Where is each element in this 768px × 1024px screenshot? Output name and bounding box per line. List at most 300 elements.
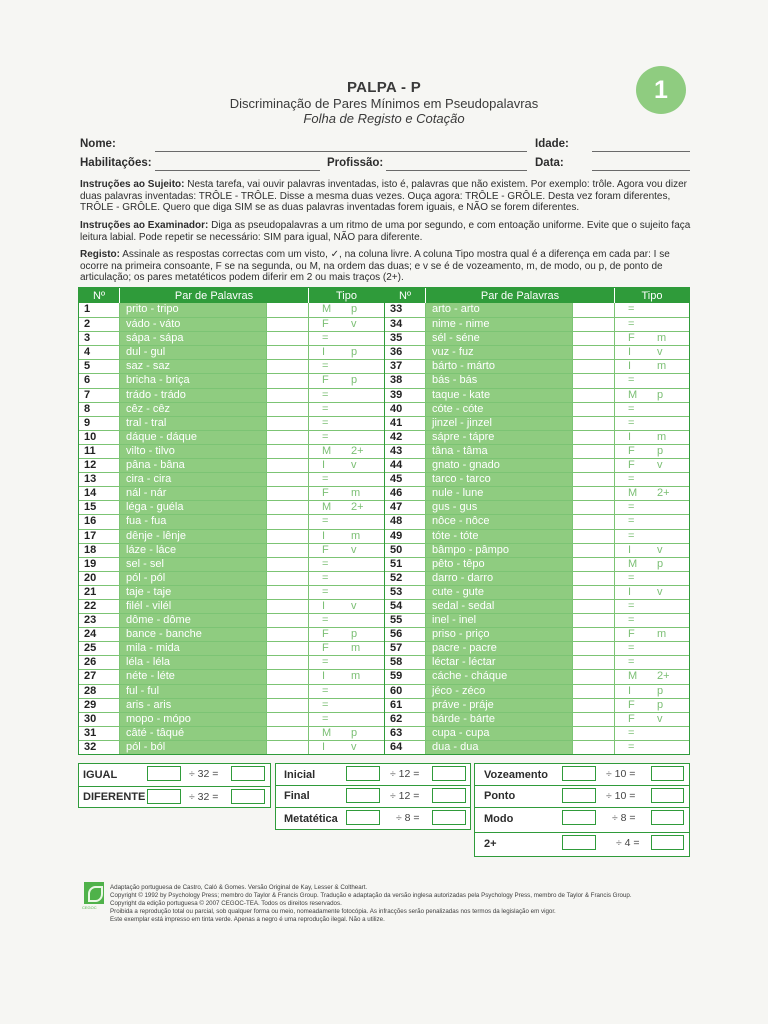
answer-cell[interactable] — [573, 642, 615, 655]
answer-cell[interactable] — [573, 303, 615, 317]
tipo-cell — [615, 572, 689, 585]
answer-cell[interactable] — [573, 558, 615, 571]
idade-field[interactable] — [592, 151, 690, 152]
item-number: 57 — [385, 642, 426, 655]
answer-cell[interactable] — [267, 374, 309, 387]
tipo-cell — [309, 360, 384, 373]
item-number: 19 — [79, 558, 120, 571]
answer-cell[interactable] — [267, 685, 309, 698]
tipo-cell — [615, 544, 689, 557]
answer-cell[interactable] — [267, 670, 309, 683]
word-pair: sápre - tápre — [426, 431, 573, 444]
tipo-position: I — [628, 543, 632, 556]
answer-cell[interactable] — [573, 530, 615, 543]
word-pair: bâmpo - pâmpo — [426, 544, 573, 557]
copyright-line: Este exemplar está impresso em tinta verde. Apenas a negro é uma reprodução ilegal. Não a utilize. — [110, 916, 385, 923]
tipo-position: = — [628, 571, 635, 584]
final-result-input[interactable] — [432, 788, 466, 803]
table-row — [79, 317, 384, 331]
tipo-cell — [615, 318, 689, 331]
idade-label: Idade: — [535, 138, 569, 150]
answer-cell[interactable] — [573, 346, 615, 359]
item-number: 7 — [79, 389, 120, 402]
item-number: 52 — [385, 572, 426, 585]
igual-fraction: ÷ 32 = — [189, 768, 219, 780]
table-row — [385, 472, 689, 486]
item-number: 30 — [79, 713, 120, 726]
word-pair: pól - ból — [120, 741, 267, 754]
answer-cell[interactable] — [267, 459, 309, 472]
tipo-position: = — [322, 698, 329, 711]
tipo-position: = — [322, 585, 329, 598]
answer-cell[interactable] — [573, 727, 615, 740]
table-row — [79, 500, 384, 514]
tipo-cell — [615, 473, 689, 486]
item-number: 54 — [385, 600, 426, 613]
item-number: 23 — [79, 614, 120, 627]
answer-cell[interactable] — [267, 530, 309, 543]
tipo-cell — [615, 727, 689, 740]
instructions-registo: Registo: Assinale as respostas correctas com um visto, ✓, na coluna livre. A coluna Tipo mostra qual é a diferença em cada par: I se ocorre na primeira consoante, F se na segunda, ou M, na ordem das duas; e v se é de vozeamento, m, de modo, ou p, de ponto de articulação; os pares metatéticos podem diferir em 2 ou mais traços (2+). — [80, 249, 670, 283]
profissao-field[interactable] — [386, 170, 527, 171]
answer-cell[interactable] — [267, 417, 309, 430]
diferente-result-input[interactable] — [231, 789, 265, 804]
item-number: 64 — [385, 741, 426, 754]
answer-cell[interactable] — [267, 741, 309, 754]
tipo-feature: p — [351, 346, 358, 359]
item-number: 38 — [385, 374, 426, 387]
answer-cell[interactable] — [267, 303, 309, 317]
answer-cell[interactable] — [573, 544, 615, 557]
tipo-feature: p — [351, 726, 358, 739]
table-row — [79, 726, 384, 740]
answer-cell[interactable] — [573, 628, 615, 641]
dois-mais-fraction: ÷ 4 = — [616, 837, 640, 849]
table-row — [79, 585, 384, 599]
igual-count-input[interactable] — [147, 766, 181, 781]
tipo-position: = — [628, 726, 635, 739]
metatetica-result-input[interactable] — [432, 810, 466, 825]
dois-mais-result-input[interactable] — [651, 835, 684, 850]
tipo-feature: m — [657, 332, 667, 345]
item-number: 25 — [79, 642, 120, 655]
answer-cell[interactable] — [573, 487, 615, 500]
item-number: 18 — [79, 544, 120, 557]
tipo-position: F — [628, 628, 635, 641]
tipo-position: F — [322, 628, 329, 641]
table-row — [385, 458, 689, 472]
answer-cell[interactable] — [267, 360, 309, 373]
tipo-position: I — [628, 585, 632, 598]
tipo-cell — [309, 614, 384, 627]
answer-cell[interactable] — [267, 614, 309, 627]
tipo-cell — [615, 403, 689, 416]
word-pair: mopo - mópo — [120, 713, 267, 726]
habilitacoes-field[interactable] — [155, 170, 320, 171]
table-row — [385, 571, 689, 585]
answer-cell[interactable] — [573, 332, 615, 345]
test-number-badge: 1 — [636, 66, 686, 114]
answer-cell[interactable] — [573, 318, 615, 331]
item-number: 56 — [385, 628, 426, 641]
item-number: 17 — [79, 530, 120, 543]
table-row — [385, 585, 689, 599]
pairs-table-right — [384, 287, 690, 755]
word-pair: inel - inel — [426, 614, 573, 627]
tipo-feature: p — [351, 628, 358, 641]
tipo-position: I — [322, 529, 326, 542]
ponto-result-input[interactable] — [651, 788, 684, 803]
tipo-position: = — [628, 303, 635, 315]
word-pair: aris - aris — [120, 699, 267, 712]
tipo-position: I — [628, 684, 632, 697]
answer-cell[interactable] — [573, 572, 615, 585]
word-pair: fua - fua — [120, 515, 267, 528]
answer-cell[interactable] — [573, 699, 615, 712]
answer-cell[interactable] — [267, 713, 309, 726]
word-pair: pêto - têpo — [426, 558, 573, 571]
word-pair: cóte - cóte — [426, 403, 573, 416]
answer-cell[interactable] — [573, 374, 615, 387]
answer-cell[interactable] — [573, 685, 615, 698]
word-pair: tóte - tóte — [426, 530, 573, 543]
item-number: 40 — [385, 403, 426, 416]
word-pair: cáche - cháque — [426, 670, 573, 683]
tipo-cell — [309, 403, 384, 416]
modo-label: Modo — [484, 813, 514, 825]
word-pair: priso - priço — [426, 628, 573, 641]
tipo-cell — [615, 614, 689, 627]
table-row — [79, 373, 384, 387]
copyright-line: Proibida a reprodução total ou parcial, sob qualquer forma ou meio, nomeadamente fotocópia. As infracções serão penalizadas nos termos da legislação em vigor. — [110, 908, 556, 915]
answer-cell[interactable] — [267, 600, 309, 613]
table-row — [79, 359, 384, 373]
inicial-label: Inicial — [284, 769, 316, 781]
dois-mais-count-input[interactable] — [562, 835, 596, 850]
answer-cell[interactable] — [267, 332, 309, 345]
tipo-position: M — [628, 487, 638, 500]
tipo-feature: 2+ — [351, 444, 364, 457]
answer-cell[interactable] — [267, 544, 309, 557]
table-row — [385, 444, 689, 458]
word-pair: trádo - trádo — [120, 389, 267, 402]
answer-cell[interactable] — [573, 670, 615, 683]
ponto-fraction: ÷ 10 = — [606, 790, 636, 802]
answer-cell[interactable] — [573, 445, 615, 458]
inicial-fraction: ÷ 12 = — [390, 768, 420, 780]
tipo-cell — [309, 741, 384, 754]
table-row — [385, 669, 689, 683]
item-number: 36 — [385, 346, 426, 359]
word-pair: filél - vilél — [120, 600, 267, 613]
answer-cell[interactable] — [267, 628, 309, 641]
tipo-feature: v — [657, 459, 663, 472]
table-row — [385, 529, 689, 543]
answer-cell[interactable] — [267, 586, 309, 599]
igual-result-input[interactable] — [231, 766, 265, 781]
tipo-cell — [309, 473, 384, 486]
final-count-input[interactable] — [346, 788, 380, 803]
answer-cell[interactable] — [267, 473, 309, 486]
tipo-feature: p — [657, 388, 664, 401]
tipo-position: F — [628, 332, 635, 345]
form-subtitle-italic: Folha de Registo e Cotação — [303, 111, 465, 126]
word-pair: néte - léte — [120, 670, 267, 683]
answer-cell[interactable] — [267, 445, 309, 458]
col-pair: Par de Palavras — [426, 288, 615, 303]
word-pair: vilto - tilvo — [120, 445, 267, 458]
table-row — [385, 543, 689, 557]
item-number: 47 — [385, 501, 426, 514]
table-row — [385, 331, 689, 345]
tipo-cell — [615, 487, 689, 500]
tipo-feature: m — [657, 360, 667, 373]
table-row — [385, 740, 689, 754]
table-row — [79, 669, 384, 683]
nome-field[interactable] — [155, 151, 527, 152]
tipo-position: F — [322, 374, 329, 387]
tipo-position: = — [628, 642, 635, 655]
tipo-feature: v — [351, 318, 357, 331]
tipo-position: I — [322, 346, 326, 359]
answer-cell[interactable] — [267, 727, 309, 740]
word-pair: taje - taje — [120, 586, 267, 599]
answer-cell[interactable] — [573, 656, 615, 669]
vozeamento-result-input[interactable] — [651, 766, 684, 781]
answer-cell[interactable] — [267, 318, 309, 331]
tipo-position: I — [628, 430, 632, 443]
item-number: 16 — [79, 515, 120, 528]
word-pair: sedal - sedal — [426, 600, 573, 613]
word-pair: léla - léla — [120, 656, 267, 669]
answer-cell[interactable] — [267, 515, 309, 528]
item-number: 12 — [79, 459, 120, 472]
tipo-position: M — [322, 501, 332, 514]
tipo-feature: p — [657, 444, 664, 457]
word-pair: ful - ful — [120, 685, 267, 698]
tipo-position: = — [628, 614, 635, 627]
tipo-position: = — [628, 416, 635, 429]
item-number: 60 — [385, 685, 426, 698]
tipo-position: = — [628, 402, 635, 415]
tipo-position: M — [322, 726, 332, 739]
col-pair: Par de Palavras — [120, 288, 309, 303]
answer-cell[interactable] — [573, 403, 615, 416]
answer-cell[interactable] — [573, 515, 615, 528]
tipo-position: M — [322, 303, 332, 315]
profissao-label: Profissão: — [327, 157, 384, 169]
table-row — [79, 402, 384, 416]
ponto-label: Ponto — [484, 790, 516, 802]
answer-cell[interactable] — [267, 403, 309, 416]
word-pair: bás - bás — [426, 374, 573, 387]
tipo-cell — [615, 530, 689, 543]
item-number: 3 — [79, 332, 120, 345]
col-num: Nº — [385, 288, 426, 303]
col-tipo: Tipo — [641, 289, 663, 302]
tipo-position: = — [322, 571, 329, 584]
item-number: 28 — [79, 685, 120, 698]
tipo-position: F — [322, 318, 329, 331]
tipo-position: = — [322, 332, 329, 345]
answer-cell[interactable] — [573, 586, 615, 599]
answer-cell[interactable] — [573, 473, 615, 486]
answer-cell[interactable] — [267, 699, 309, 712]
modo-count-input[interactable] — [562, 810, 596, 825]
word-pair: darro - darro — [426, 572, 573, 585]
item-number: 39 — [385, 389, 426, 402]
table-row — [385, 712, 689, 726]
metatetica-count-input[interactable] — [346, 810, 380, 825]
item-number: 9 — [79, 417, 120, 430]
answer-cell[interactable] — [267, 572, 309, 585]
answer-cell[interactable] — [573, 741, 615, 754]
answer-cell[interactable] — [573, 417, 615, 430]
tipo-position: = — [322, 614, 329, 627]
answer-cell[interactable] — [573, 431, 615, 444]
tipo-position: I — [322, 670, 326, 683]
answer-cell[interactable] — [573, 459, 615, 472]
tipo-cell — [615, 346, 689, 359]
tipo-feature: m — [351, 642, 361, 655]
data-field[interactable] — [592, 170, 690, 171]
tipo-cell — [615, 741, 689, 754]
tipo-cell — [309, 374, 384, 387]
item-number: 4 — [79, 346, 120, 359]
answer-cell[interactable] — [573, 360, 615, 373]
table-row — [79, 486, 384, 500]
tipo-position: = — [322, 430, 329, 443]
tipo-cell — [615, 445, 689, 458]
table-row — [385, 388, 689, 402]
answer-cell[interactable] — [267, 656, 309, 669]
tipo-cell — [615, 303, 689, 317]
tipo-cell — [309, 318, 384, 331]
inicial-result-input[interactable] — [432, 766, 466, 781]
table-row — [79, 345, 384, 359]
tipo-position: M — [628, 670, 638, 683]
instructions-examiner: Instruções ao Examinador: Diga as pseudopalavras a um ritmo de uma por segundo, e com entoação uniforme. Evite que o sujeito faça leitura labial. Pode repetir se necessário: SIM para igual, NÃO para diferente. — [80, 220, 691, 243]
tipo-position: = — [322, 656, 329, 669]
word-pair: bárde - bárte — [426, 713, 573, 726]
item-number: 15 — [79, 501, 120, 514]
word-pair: nál - nár — [120, 487, 267, 500]
item-number: 37 — [385, 360, 426, 373]
answer-cell[interactable] — [573, 614, 615, 627]
tipo-position: = — [628, 599, 635, 612]
answer-cell[interactable] — [267, 389, 309, 402]
table-header — [385, 288, 689, 303]
answer-cell[interactable] — [267, 431, 309, 444]
modo-result-input[interactable] — [651, 810, 684, 825]
ponto-count-input[interactable] — [562, 788, 596, 803]
answer-cell[interactable] — [573, 501, 615, 514]
tipo-position: F — [322, 487, 329, 500]
table-header — [79, 288, 384, 303]
item-number: 13 — [79, 473, 120, 486]
table-row — [385, 402, 689, 416]
tipo-cell — [309, 459, 384, 472]
answer-cell[interactable] — [267, 642, 309, 655]
tipo-position: = — [322, 557, 329, 570]
item-number: 1 — [79, 303, 120, 317]
diferente-count-input[interactable] — [147, 789, 181, 804]
answer-cell[interactable] — [573, 389, 615, 402]
item-number: 59 — [385, 670, 426, 683]
tipo-feature: m — [351, 529, 361, 542]
word-pair: taque - kate — [426, 389, 573, 402]
tipo-position: M — [628, 388, 638, 401]
vozeamento-count-input[interactable] — [562, 766, 596, 781]
word-pair: dul - gul — [120, 346, 267, 359]
score-box-equal-different — [78, 763, 271, 808]
tipo-feature: p — [657, 698, 664, 711]
nome-label: Nome: — [80, 138, 116, 150]
tipo-position: F — [628, 698, 635, 711]
item-number: 50 — [385, 544, 426, 557]
tipo-position: = — [322, 416, 329, 429]
tipo-cell — [615, 501, 689, 514]
tipo-cell — [309, 487, 384, 500]
tipo-position: = — [628, 374, 635, 387]
word-pair: cute - gute — [426, 586, 573, 599]
tipo-feature: p — [657, 684, 664, 697]
tipo-cell — [615, 685, 689, 698]
tipo-position: = — [322, 360, 329, 373]
inicial-count-input[interactable] — [346, 766, 380, 781]
item-number: 14 — [79, 487, 120, 500]
item-number: 44 — [385, 459, 426, 472]
answer-cell[interactable] — [573, 713, 615, 726]
table-row — [79, 641, 384, 655]
tipo-position: = — [322, 402, 329, 415]
word-pair: cupa - cupa — [426, 727, 573, 740]
table-row — [385, 726, 689, 740]
table-row — [385, 359, 689, 373]
tipo-cell — [615, 417, 689, 430]
word-pair: nôce - nôce — [426, 515, 573, 528]
tipo-cell — [309, 501, 384, 514]
final-fraction: ÷ 12 = — [390, 790, 420, 802]
answer-cell[interactable] — [267, 501, 309, 514]
table-row — [79, 416, 384, 430]
answer-cell[interactable] — [267, 558, 309, 571]
tipo-cell — [309, 699, 384, 712]
tipo-cell — [309, 431, 384, 444]
table-row — [385, 655, 689, 669]
item-number: 51 — [385, 558, 426, 571]
tipo-position: F — [628, 712, 635, 725]
word-pair: práve - práje — [426, 699, 573, 712]
table-row — [79, 529, 384, 543]
tipo-position: = — [628, 529, 635, 542]
publisher-logo-text: CEGOC — [82, 905, 97, 910]
tipo-position: F — [322, 642, 329, 655]
vozeamento-label: Vozeamento — [484, 769, 548, 781]
table-row — [79, 571, 384, 585]
word-pair: cira - cira — [120, 473, 267, 486]
item-number: 26 — [79, 656, 120, 669]
item-number: 31 — [79, 727, 120, 740]
answer-cell[interactable] — [573, 600, 615, 613]
word-pair: prito - tripo — [120, 303, 267, 317]
table-row — [79, 444, 384, 458]
answer-cell[interactable] — [267, 346, 309, 359]
col-tipo: Tipo — [336, 289, 357, 302]
word-pair: nime - nime — [426, 318, 573, 331]
answer-cell[interactable] — [267, 487, 309, 500]
word-pair: cêz - cêz — [120, 403, 267, 416]
